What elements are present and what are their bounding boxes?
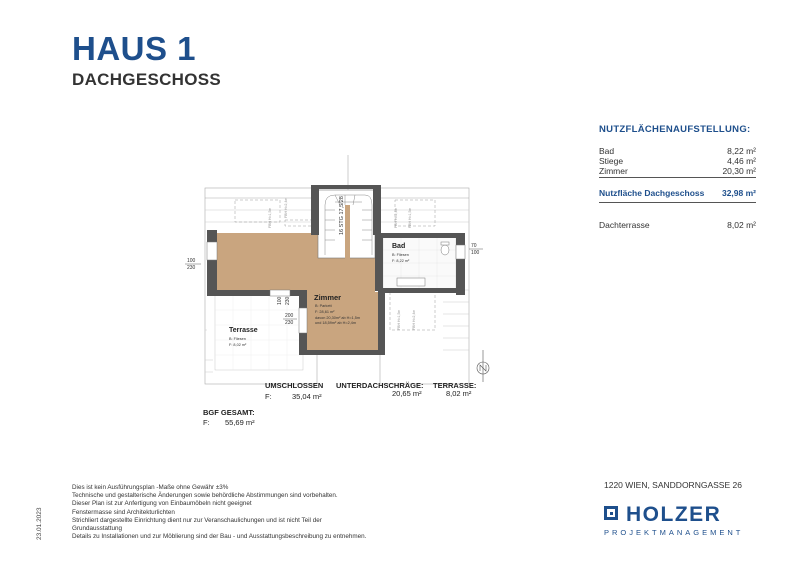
terrasse-floor-type: B: Fliesen: [229, 337, 246, 341]
bgf-value: 55,69 m²: [225, 418, 255, 427]
nf-row-bad: [599, 146, 756, 156]
bad-area: F: 8,22 m²: [392, 259, 410, 263]
umschlossen-value: 35,04 m²: [292, 392, 322, 401]
nf-row-dachterrasse: [599, 220, 756, 230]
terrasse-name: Terrasse: [229, 327, 258, 334]
svg-text:FBH H=1,5m: FBH H=1,5m: [268, 207, 272, 228]
terrasse-label: TERRASSE:: [433, 381, 477, 390]
dim-left-top: 100: [187, 258, 196, 264]
bad-name: Bad: [392, 243, 406, 250]
nf-row-value: 4,46 m²: [727, 156, 756, 166]
svg-text:FBH H=1,5m: FBH H=1,5m: [397, 309, 401, 330]
zimmer-name: Zimmer: [314, 293, 342, 302]
nf-total-value: 32,98 m²: [721, 188, 756, 198]
bgf-label: BGF GESAMT:: [203, 408, 255, 417]
disclaimer-notes: [72, 484, 366, 541]
umschlossen-f: F:: [265, 392, 272, 401]
dim-mid-bottom: 230: [285, 320, 294, 326]
dim-left-bottom: 230: [187, 265, 196, 271]
nf-total-label: Nutzfläche Dachgeschoss: [599, 188, 705, 198]
unterdach-label: UNTERDACHSCHRÄGE:: [336, 381, 424, 390]
nf-divider: [599, 177, 756, 178]
zimmer-note-2: und 18,59m² ab H=2,4m: [315, 321, 357, 325]
logo-subtitle: PROJEKTMANAGEMENT: [604, 528, 744, 537]
dim-stair-a: 100: [277, 296, 283, 305]
zimmer-floor-type: B: Parkett: [315, 304, 332, 308]
svg-text:FBH H=2,4m: FBH H=2,4m: [394, 207, 398, 228]
nutzflaeche-heading: NUTZFLÄCHENAUFSTELLUNG:: [599, 124, 751, 135]
nf-total: [599, 188, 756, 198]
note-line: Dies ist kein Ausführungsplan -Maße ohne Gewähr ±3%: [72, 484, 229, 491]
svg-text:FBH H=2,4m: FBH H=2,4m: [284, 197, 288, 218]
unterdach-value: 20,65 m²: [392, 389, 422, 398]
holzer-logo-icon: [604, 506, 618, 520]
nf-row-value: 8,22 m²: [727, 146, 756, 156]
nf-row-value: 8,02 m²: [727, 220, 756, 230]
stair-label: 16 STG 17,5/28: [339, 196, 345, 235]
nf-row-label: Zimmer: [599, 166, 628, 176]
nf-row-label: Dachterrasse: [599, 220, 650, 230]
terrasse-area: F: 8,02 m²: [229, 343, 247, 347]
floor-subtitle: DACHGESCHOSS: [72, 70, 222, 89]
bgf-f: F:: [203, 418, 210, 427]
terrasse-value: 8,02 m²: [446, 389, 472, 398]
zimmer-area: F: 28,61 m²: [315, 310, 335, 314]
nf-divider: [599, 202, 756, 203]
dim-mid-top: 200: [285, 313, 294, 319]
address: 1220 WIEN, SANDDORNGASSE 26: [604, 480, 742, 490]
nf-row-value: 20,30 m²: [722, 166, 756, 176]
note-line: Details zu Installationen und zur Möblierung sind der Bau - und Ausstattungsbeschreibung zu entnehmen.: [72, 533, 367, 541]
floor-plan: [175, 150, 505, 385]
logo-name: HOLZER: [626, 503, 722, 526]
note-line: Strichliert dargestellte Einrichtung dient nur zur Veranschaulichungen und ist nicht Teil der: [72, 516, 322, 524]
stair-rail: [345, 205, 350, 260]
note-line: Technische und gestalterische Änderungen sowie behördliche Abstimmungen sind vorbehalten.: [72, 492, 338, 500]
dim-stair-b: 230: [285, 296, 291, 305]
north-arrow-icon: [477, 350, 489, 382]
plan-date: 23.01.2023: [36, 507, 43, 540]
nf-row-label: Bad: [599, 146, 615, 156]
svg-text:FBH H=1,5m: FBH H=1,5m: [408, 207, 412, 228]
dim-right-bottom: 100: [471, 250, 480, 256]
nf-row-zimmer: [599, 166, 756, 176]
dim-right-top: 70: [471, 243, 477, 249]
bad-floor-type: B: Fliesen: [392, 253, 409, 257]
page-title: HAUS 1: [72, 30, 197, 67]
nf-row-label: Stiege: [599, 156, 624, 166]
nf-row-stiege: [599, 156, 756, 166]
svg-text:FBH H=2,4m: FBH H=2,4m: [412, 309, 416, 330]
note-line: Dieser Plan ist zur Anfertigung von Einbaumöbeln nicht geeignet: [72, 500, 252, 508]
umschlossen-label: UMSCHLOSSEN: [265, 381, 324, 390]
zimmer-note-1: davon 20,30m² ab H=1,5m: [315, 316, 361, 320]
note-line: Fenstermasse sind Architekturlichten: [72, 508, 175, 516]
note-line: Grundausstattung: [72, 525, 123, 533]
